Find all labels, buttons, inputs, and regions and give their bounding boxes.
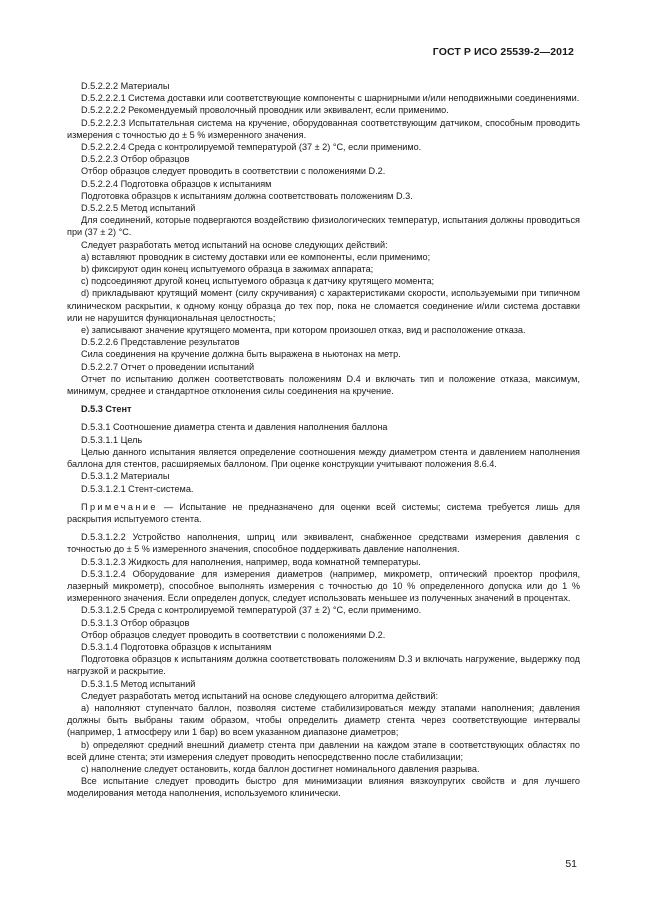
paragraph: D.5.3.1 Соотношение диаметра стента и давления наполнения баллона <box>81 422 388 433</box>
paragraph: D.5.2.2.3 Отбор образцов <box>81 154 190 165</box>
paragraph: D.5.3.1.2.5 Среда с контролируемой температурой (37 ± 2) °С, если применимо. <box>81 605 422 616</box>
paragraph: D.5.3.1.5 Метод испытаний <box>81 678 196 689</box>
paragraph: D.5.2.2.2 Материалы <box>81 81 170 91</box>
list-item: b) определяют средний внешний диаметр стента при давлении на каждом этапе в соответствующих областях по всей длине стента; эти измерения следует проводить непосредственно после стабилизации; <box>67 739 580 762</box>
paragraph: D.5.3.1.2.3 Жидкость для наполнения, например, вода комнатной температуры. <box>81 556 421 567</box>
paragraph: D.5.2.2.2.3 Испытательная система на кручение, оборудованная соответствующим датчиком, способным проводить измерения с точностью до ± 5 % измеренного значения. <box>67 117 580 140</box>
list-item: а) вставляют проводник в систему доставки или ее компоненты, если применимо; <box>81 251 431 262</box>
paragraph: D.5.2.2.2.2 Рекомендуемый проволочный проводник или эквивалент, если применимо. <box>81 105 449 116</box>
note <box>67 501 580 525</box>
paragraph: Целью данного испытания является определение соотношения между диаметром стента и давлением наполнения баллона для стентов, расширяемых баллоном. При оценке конструкции учитывают положения 8.6.4. <box>67 446 580 470</box>
paragraph: D.5.3.1.3 Отбор образцов <box>81 617 190 628</box>
list-item: c) наполнение следует остановить, когда баллон достигнет номинального давления разрыва. <box>81 763 480 774</box>
paragraph: Следует разработать метод испытаний на основе следующего алгоритма действий: <box>81 690 439 701</box>
paragraph: D.5.3.1.2 Материалы <box>81 471 170 482</box>
paragraph: D.5.2.2.4 Подготовка образцов к испытаниям <box>81 178 272 189</box>
note-text: — Испытание не предназначено для оценки всей системы; система требуется лишь для раскрытия испытуемого стента. <box>67 501 580 524</box>
list-item: d) прикладывают крутящий момент (силу скручивания) с характеристиками скорости, используемыми при типичном клиническом раскрытии, к одному концу образца до тех пор, пока не сломается соединение и/или система доставки или не нарушится функциональная целостность; <box>67 288 580 323</box>
note-label: Примечание <box>81 501 158 512</box>
list-item: c) подсоединяют другой конец испытуемого образца к датчику крутящего момента; <box>81 276 435 287</box>
document-body <box>67 80 580 800</box>
paragraph: Все испытание следует проводить быстро для минимизации влияния вязкоупругих свойств и для лучшего моделирования метода наполнения, используемого клинически. <box>67 776 580 799</box>
paragraph: D.5.2.2.2.1 Система доставки или соответствующие компоненты с шарнирными и/или неподвижными соединениями. <box>81 93 580 104</box>
list-item: b) фиксируют один конец испытуемого образца в зажимах аппарата; <box>81 264 374 275</box>
paragraph: D.5.3.1.2.4 Оборудование для измерения диаметров (например, микрометр, оптический проектор профиля, лазерный микрометр), способное выполнять измерения с точностью до 10 % определенного допуска или до 1 % измеренного значения. Если определен допуск, следует использовать меньшее из полученных значений в процентах. <box>67 568 580 604</box>
section-heading: D.5.3 Стент <box>81 404 132 415</box>
paragraph: D.5.2.2.6 Представление результатов <box>81 337 240 348</box>
document-header: ГОСТ Р ИСО 25539-2—2012 <box>432 46 574 58</box>
paragraph: D.5.2.2.2.4 Среда с контролируемой температурой (37 ± 2) °С, если применимо. <box>81 142 422 153</box>
paragraph: D.5.2.2.5 Метод испытаний <box>81 203 196 214</box>
paragraph: Для соединений, которые подвергаются воздействию физиологических температур, испытания должны проводиться при (37 ± 2) °С. <box>67 215 580 238</box>
paragraph: D.5.3.1.1 Цель <box>81 434 143 445</box>
paragraph: Отчет по испытанию должен соответствовать положениям D.4 и включать тип и положение отказа, максимум, минимум, среднее и стандартное отклонения силы соединения на кручение. <box>67 373 580 397</box>
paragraph: D.5.3.1.4 Подготовка образцов к испытаниям <box>81 641 272 652</box>
paragraph: Подготовка образцов к испытаниям должна соответствовать положениям D.3 и включать нагружение, выдержку под нагрузкой и раскрытие. <box>67 654 580 677</box>
list-item: а) наполняют ступенчато баллон, позволяя системе стабилизироваться между этапами наполнения; давления должны быть выбраны таким образом, чтобы определить диаметр стента через соответствующие интервалы (например, 1 атмосферу или 1 бар) во всем указанном диапазоне диаметров; <box>67 702 580 738</box>
paragraph: D.5.3.1.2.1 Стент-система. <box>81 483 194 494</box>
paragraph: Следует разработать метод испытаний на основе следующих действий: <box>81 239 388 250</box>
paragraph: Отбор образцов следует проводить в соответствии с положениями D.2. <box>81 166 386 177</box>
paragraph: Подготовка образцов к испытаниям должна соответствовать положениям D.3. <box>81 190 413 201</box>
list-item: e) записывают значение крутящего момента, при котором произошел отказ, вид и расположение отказа. <box>81 325 526 336</box>
paragraph: D.5.2.2.7 Отчет о проведении испытаний <box>81 361 255 372</box>
page-number: 51 <box>565 858 577 870</box>
paragraph: Сила соединения на кручение должна быть выражена в ньютонах на метр. <box>81 349 401 360</box>
paragraph: Отбор образцов следует проводить в соответствии с положениями D.2. <box>81 629 386 640</box>
paragraph: D.5.3.1.2.2 Устройство наполнения, шприц или эквивалент, снабженное средствами измерения давления с точностью до ± 5 % измеренного значения, способное поддерживать давление наполнения. <box>67 532 580 555</box>
